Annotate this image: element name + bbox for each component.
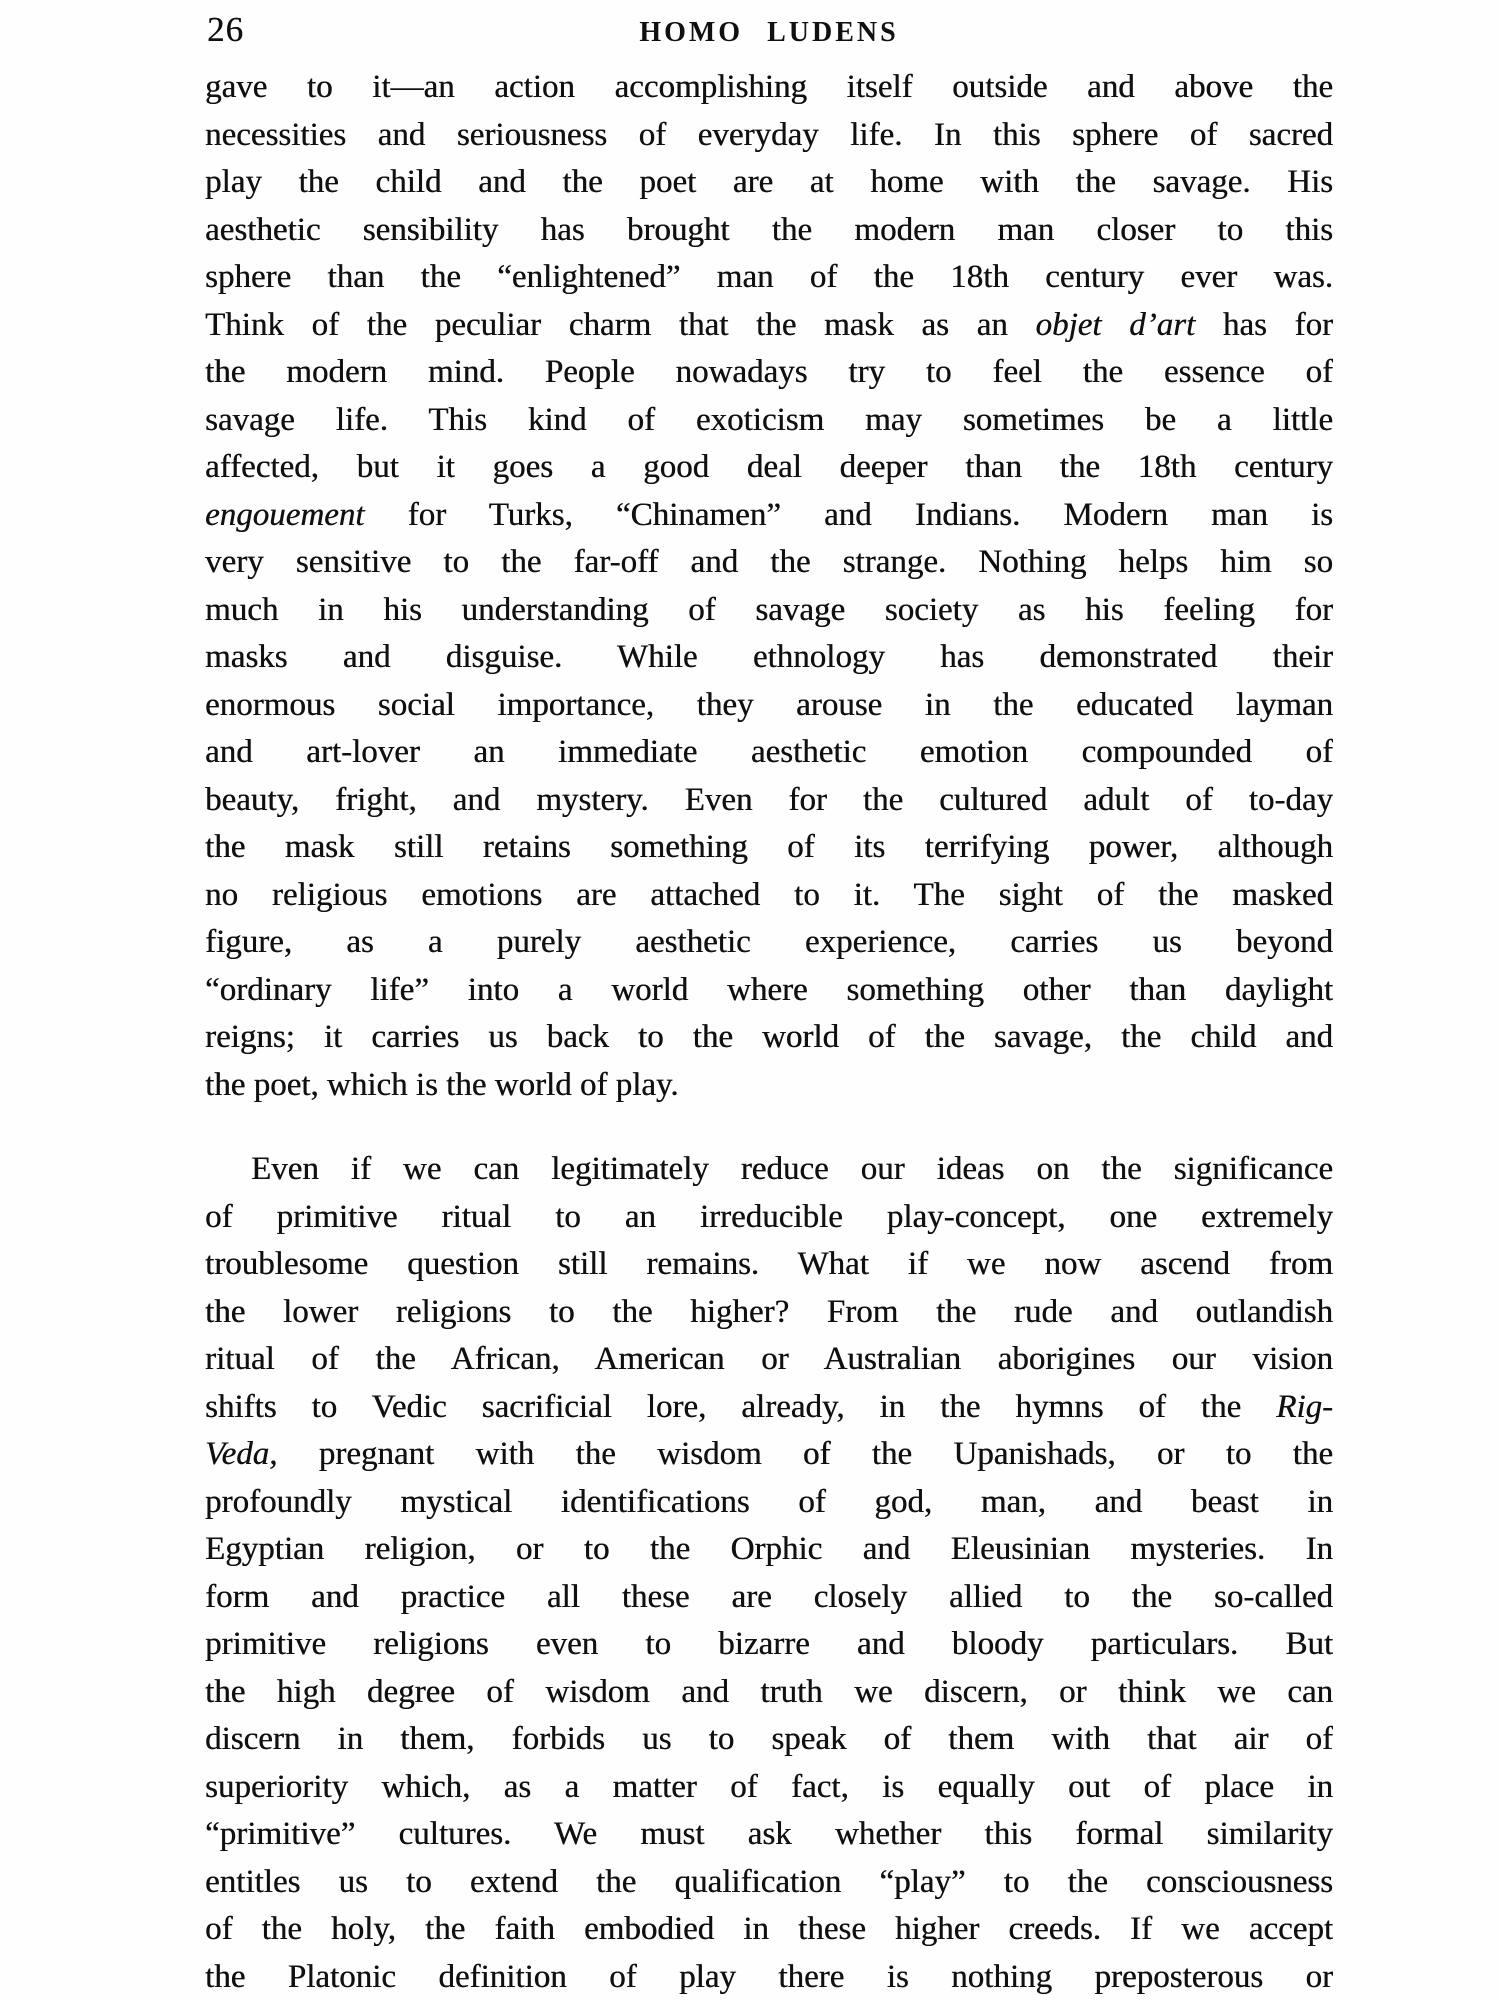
- text-segment: much in his understanding of savage society as his feeling for: [205, 591, 1333, 628]
- text-line: [205, 1526, 1333, 1574]
- italic-text-segment: objet d’art: [1035, 306, 1196, 343]
- text-line: [205, 682, 1333, 730]
- text-segment: the lower religions to the higher? From the rude and outlandish: [205, 1293, 1333, 1330]
- text-line: [205, 1859, 1333, 1907]
- text-segment: enormous social importance, they arouse in the educated layman: [205, 686, 1333, 723]
- text-segment: Even if we can legitimately reduce our ideas on the significance: [251, 1151, 1333, 1187]
- text-segment: the mask still retains something of its terrifying power, although: [205, 829, 1333, 865]
- text-line: [205, 634, 1333, 682]
- text-segment: Think of the peculiar charm that the mask as an: [205, 306, 1036, 343]
- text-line: [205, 349, 1333, 397]
- text-segment: superiority which, as a matter of fact, is equally out of place in: [205, 1768, 1333, 1805]
- text-segment: primitive religions even to bizarre and bloody particulars. But: [205, 1626, 1333, 1662]
- text-line: [205, 587, 1333, 635]
- paragraph: [205, 64, 1333, 1109]
- text-segment: form and practice all these are closely allied to the so-called: [205, 1578, 1333, 1615]
- text-segment: and art-lover an immediate aesthetic emotion compounded of: [205, 734, 1333, 770]
- italic-text-segment: engouement: [205, 496, 365, 533]
- text-line: [205, 1062, 1333, 1110]
- text-line: [205, 919, 1333, 967]
- italic-text-segment: Rig-: [1276, 1388, 1333, 1425]
- text-segment: figure, as a purely aesthetic experience, carries us beyond: [205, 924, 1333, 960]
- text-line: [205, 1954, 1333, 2000]
- text-line: [205, 1241, 1333, 1289]
- text-segment: gave to it—an action accomplishing itself outside and above the: [205, 69, 1333, 105]
- text-segment: masks and disguise. While ethnology has demonstrated their: [205, 639, 1333, 675]
- text-segment: troublesome question still remains. What if we now ascend from: [205, 1246, 1333, 1282]
- text-line: [205, 1811, 1333, 1859]
- text-line: [205, 492, 1333, 540]
- text-segment: necessities and seriousness of everyday life. In this sphere of sacred: [205, 116, 1333, 153]
- text-line: [205, 824, 1333, 872]
- text-segment: discern in them, forbids us to speak of them with that air of: [205, 1721, 1333, 1757]
- text-line: [205, 254, 1333, 302]
- text-line: [205, 539, 1333, 587]
- text-line: [205, 1621, 1333, 1669]
- text-line: [205, 1716, 1333, 1764]
- text-segment: no religious emotions are attached to it. The sight of the masked: [205, 876, 1333, 913]
- text-line: [205, 1764, 1333, 1812]
- text-segment: of the holy, the faith embodied in these higher creeds. If we accept: [205, 1911, 1333, 1947]
- text-segment: has for: [1195, 306, 1333, 343]
- text-line: [205, 444, 1333, 492]
- text-line: [205, 1384, 1333, 1432]
- running-head: HOMO LUDENS: [639, 17, 899, 48]
- text-segment: affected, but it goes a good deal deeper than the 18th century: [205, 449, 1333, 485]
- text-segment: ritual of the African, American or Australian aborigines our vision: [205, 1341, 1333, 1377]
- text-line: [205, 397, 1333, 445]
- text-segment: “primitive” cultures. We must ask whether this formal similarity: [205, 1816, 1333, 1852]
- text-line: [205, 207, 1333, 255]
- text-segment: the Platonic definition of play there is nothing preposterous or: [205, 1958, 1333, 1995]
- text-segment: Egyptian religion, or to the Orphic and Eleusinian mysteries. In: [205, 1531, 1333, 1567]
- text-line: [205, 1574, 1333, 1622]
- text-line: [205, 1014, 1333, 1062]
- text-segment: the poet, which is the world of play.: [205, 1066, 679, 1103]
- text-line: [205, 1431, 1333, 1479]
- text-line: [205, 1289, 1333, 1337]
- text-segment: entitles us to extend the qualification “play” to the consciousness: [205, 1863, 1333, 1900]
- text-segment: beauty, fright, and mystery. Even for the cultured adult of to-day: [205, 781, 1333, 818]
- text-line: [205, 872, 1333, 920]
- text-line: [205, 112, 1333, 160]
- text-line: [205, 1194, 1333, 1242]
- italic-text-segment: Veda,: [205, 1436, 278, 1472]
- text-line: [205, 1146, 1333, 1194]
- text-line: [205, 1669, 1333, 1717]
- text-segment: reigns; it carries us back to the world of the savage, the child and: [205, 1019, 1333, 1055]
- text-segment: the modern mind. People nowadays try to feel the essence of: [205, 354, 1333, 390]
- text-segment: shifts to Vedic sacrificial lore, already, in the hymns of the: [205, 1388, 1277, 1425]
- text-line: [205, 1906, 1333, 1954]
- text-segment: “ordinary life” into a world where something other than daylight: [205, 971, 1333, 1008]
- text-line: [205, 302, 1333, 350]
- text-segment: very sensitive to the far-off and the strange. Nothing helps him so: [205, 544, 1333, 580]
- text-segment: aesthetic sensibility has brought the modern man closer to this: [205, 211, 1333, 248]
- text-segment: play the child and the poet are at home with the savage. His: [205, 164, 1333, 200]
- text-segment: pregnant with the wisdom of the Upanishads, or to the: [277, 1436, 1333, 1472]
- text-segment: the high degree of wisdom and truth we discern, or think we can: [205, 1673, 1333, 1710]
- text-segment: of primitive ritual to an irreducible play-concept, one extremely: [205, 1198, 1333, 1235]
- text-line: [205, 967, 1333, 1015]
- text-line: [205, 64, 1333, 112]
- text-line: [205, 1336, 1333, 1384]
- text-line: [205, 729, 1333, 777]
- page-number: 26: [207, 10, 244, 49]
- text-line: [205, 777, 1333, 825]
- text-segment: savage life. This kind of exoticism may sometimes be a little: [205, 401, 1333, 438]
- paragraph: [205, 1146, 1333, 2000]
- text-segment: sphere than the “enlightened” man of the 18th century ever was.: [205, 259, 1333, 295]
- text-segment: profoundly mystical identifications of god, man, and beast in: [205, 1483, 1333, 1520]
- page-header: [205, 8, 1333, 52]
- text-segment: for Turks, “Chinamen” and Indians. Modern man is: [364, 496, 1333, 533]
- text-line: [205, 1479, 1333, 1527]
- text-line: [205, 159, 1333, 207]
